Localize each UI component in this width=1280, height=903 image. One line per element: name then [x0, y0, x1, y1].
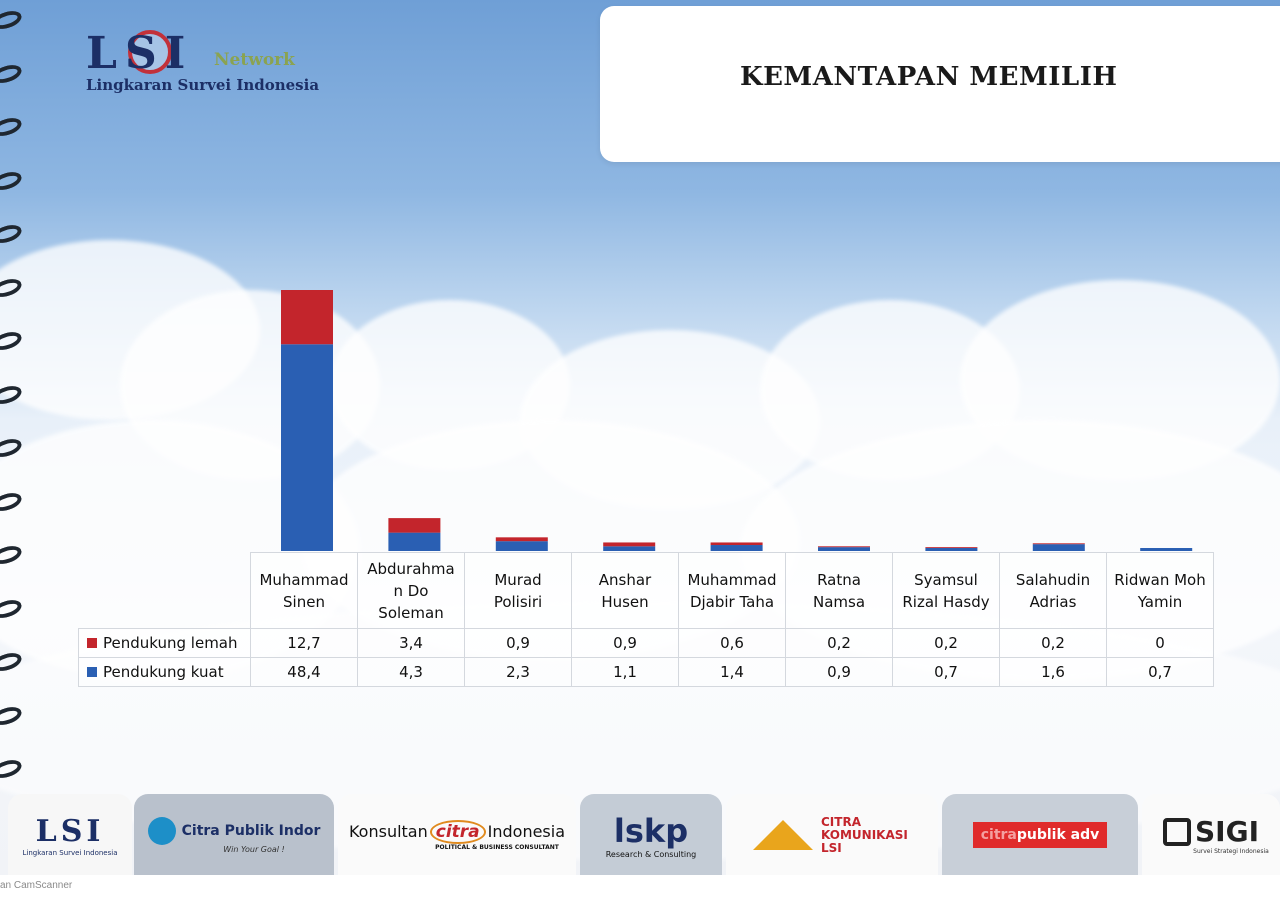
- bar-pendukung-lemah: [818, 546, 870, 547]
- data-label: 0,9: [465, 629, 572, 658]
- data-label: 0,2: [1000, 629, 1107, 658]
- footer-logo-citra-publik: [134, 794, 334, 875]
- category-label: [786, 553, 893, 629]
- footer-logo-citra-publik-adv: [942, 794, 1138, 875]
- footer-adv-text: citra: [980, 827, 1017, 843]
- category-label-line: Muhammad: [259, 570, 349, 589]
- category-label-line: Soleman: [378, 603, 444, 622]
- footer-logo-sigi: [1142, 794, 1280, 875]
- category-label-line: Anshar: [598, 570, 652, 589]
- data-label: 0,6: [679, 629, 786, 658]
- bar-pendukung-lemah: [496, 537, 548, 541]
- bar-pendukung-kuat: [925, 548, 977, 551]
- bar-pendukung-lemah: [281, 290, 333, 344]
- footer-lskp-text: lskp: [613, 811, 689, 850]
- legend-swatch: [87, 667, 97, 677]
- bar-pendukung-lemah: [1033, 543, 1085, 544]
- category-label: [1000, 553, 1107, 629]
- table-row-series-0: [79, 629, 1214, 658]
- bar-pendukung-kuat: [1140, 548, 1192, 551]
- data-label: 0,2: [893, 629, 1000, 658]
- data-label: 3,4: [358, 629, 465, 658]
- page-title: KEMANTAPAN MEMILIH: [740, 62, 1118, 92]
- category-label-line: Ridwan Moh: [1114, 570, 1206, 589]
- citra-komunikasi-crown-icon: [753, 820, 813, 850]
- category-label-line: Syamsul: [914, 570, 978, 589]
- category-label-line: Namsa: [812, 592, 866, 611]
- footer-konsultan-tail: Indonesia: [487, 822, 566, 841]
- category-label: [893, 553, 1000, 629]
- category-label-line: Sinen: [283, 592, 325, 611]
- category-label-line: n Do: [393, 581, 429, 600]
- bar-pendukung-lemah: [388, 518, 440, 533]
- footer-lsi-sub: Lingkaran Survei Indonesia: [22, 848, 118, 857]
- sigi-frame-icon: [1163, 818, 1191, 846]
- legend-label: Pendukung kuat: [103, 663, 224, 681]
- bar-pendukung-lemah: [925, 547, 977, 548]
- category-label: [572, 553, 679, 629]
- data-label: 0,9: [786, 658, 893, 687]
- category-label-line: Murad: [494, 570, 542, 589]
- footer-citra-publik-sub: Win Your Goal !: [223, 844, 285, 854]
- data-label: 2,3: [465, 658, 572, 687]
- footer-logo-lskp: [580, 794, 722, 875]
- logo-letters: LSI: [86, 28, 194, 79]
- data-label: 0: [1107, 629, 1214, 658]
- footer-citra-publik-text: Citra Publik Indor: [181, 822, 321, 839]
- footer-sigi-text: SIGI: [1195, 815, 1259, 848]
- category-label-line: Rizal Hasdy: [902, 592, 990, 611]
- footer-lsi-text: LSI: [35, 813, 105, 849]
- data-label: 1,6: [1000, 658, 1107, 687]
- category-label-line: Polisiri: [493, 592, 543, 611]
- chart-data-table: [78, 552, 1214, 687]
- logo-network-text: Network: [214, 50, 295, 70]
- partner-logo-strip: [0, 794, 1280, 875]
- table-row-series-1: [79, 658, 1214, 687]
- table-corner: [79, 553, 251, 629]
- bar-pendukung-kuat: [711, 545, 763, 551]
- category-label-line: Adrias: [1029, 592, 1077, 611]
- data-label: 1,1: [572, 658, 679, 687]
- category-label: [1107, 553, 1214, 629]
- citra-publik-circle-icon: [148, 817, 176, 845]
- data-label: 0,2: [786, 629, 893, 658]
- data-label: 0,7: [893, 658, 1000, 687]
- bar-pendukung-kuat: [496, 541, 548, 551]
- bar-pendukung-lemah: [711, 542, 763, 545]
- category-label-line: Husen: [601, 592, 649, 611]
- data-label: 12,7: [251, 629, 358, 658]
- bar-pendukung-kuat: [281, 344, 333, 551]
- data-label: 1,4: [679, 658, 786, 687]
- logo-subtitle: Lingkaran Survei Indonesia: [86, 76, 320, 94]
- footer-logo-citra-komunikasi: [726, 794, 938, 875]
- category-label: [679, 553, 786, 629]
- camscanner-watermark: an CamScanner: [0, 880, 73, 891]
- data-label: 0,7: [1107, 658, 1214, 687]
- category-label-line: Abdurahma: [367, 559, 455, 578]
- category-label: [358, 553, 465, 629]
- table-header-row: [79, 553, 1214, 629]
- legend-swatch: [87, 638, 97, 648]
- footer-citra-komunikasi-text: CITRA KOMUNIKASI LSI: [821, 814, 908, 855]
- bar-pendukung-kuat: [388, 533, 440, 551]
- legend-entry: [79, 658, 251, 687]
- category-label-line: Ratna: [817, 570, 861, 589]
- footer-konsultan-text: Konsultan: [348, 822, 428, 841]
- bar-pendukung-kuat: [603, 546, 655, 551]
- category-label-line: Muhammad: [687, 570, 777, 589]
- footer-lskp-sub: Research & Consulting: [605, 849, 697, 859]
- data-label: 4,3: [358, 658, 465, 687]
- footer-logo-konsultan-citra: [338, 794, 576, 875]
- footer-konsultan-sub: POLITICAL & BUSINESS CONSULTANT: [435, 843, 559, 851]
- bar-pendukung-lemah: [603, 542, 655, 546]
- bar-pendukung-kuat: [1033, 544, 1085, 551]
- legend-entry: [79, 629, 251, 658]
- bar-pendukung-kuat: [818, 547, 870, 551]
- footer-konsultan-accent: citra: [430, 820, 486, 844]
- data-label: 0,9: [572, 629, 679, 658]
- category-label: [251, 553, 358, 629]
- data-label: 48,4: [251, 658, 358, 687]
- footer-adv-tail: publik adv: [1016, 827, 1100, 843]
- category-label-line: Djabir Taha: [689, 592, 775, 611]
- category-label: [465, 553, 572, 629]
- footer-logo-lsi: [8, 794, 132, 875]
- legend-label: Pendukung lemah: [103, 634, 238, 652]
- category-label-line: Yamin: [1137, 592, 1183, 611]
- footer-sigi-sub: Survei Strategi Indonesia: [1193, 848, 1269, 855]
- category-label-line: Salahudin: [1015, 570, 1091, 589]
